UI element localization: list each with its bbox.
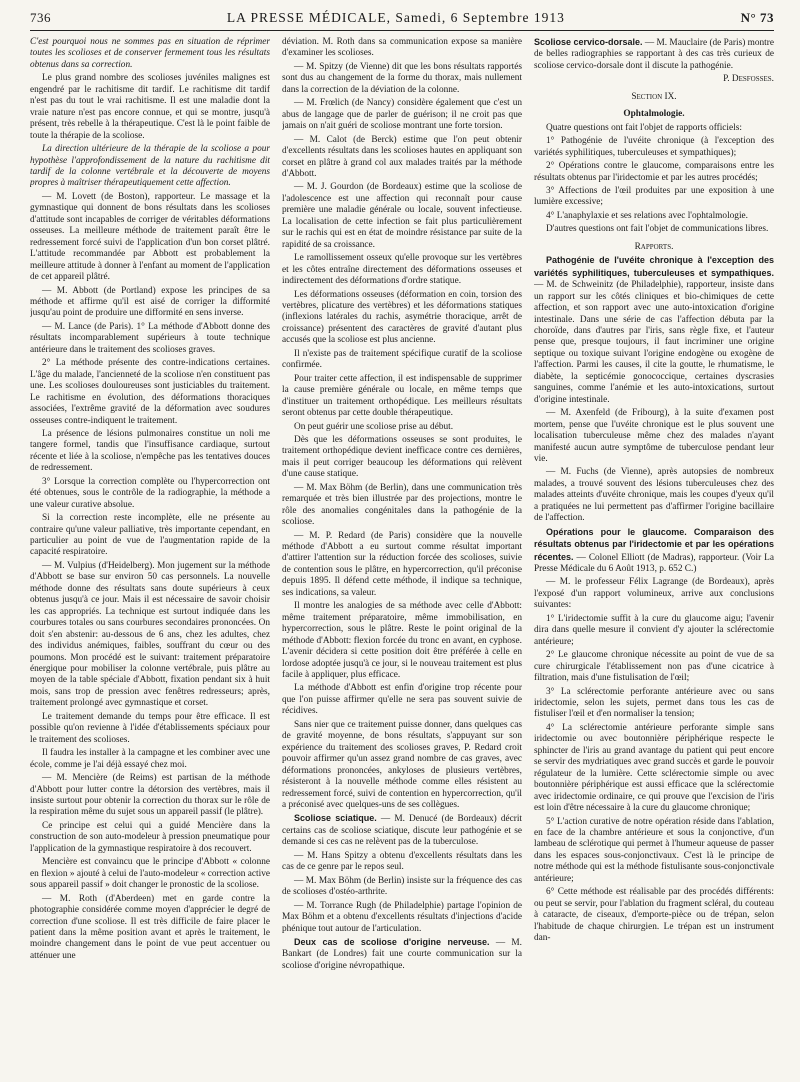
- paragraph: — M. Hans Spitzy a obtenu d'excellents résultats dans les cas de ce genre par le repos seul.: [282, 850, 522, 873]
- page-number: 736: [30, 10, 51, 25]
- paragraph: — M. Torrance Rugh (de Philadelphie) partage l'opinion de Max Böhm et a obtenu d'excellents résultats d'injections d'acide phénique tout autour de l'articulation.: [282, 900, 522, 934]
- paragraph: 2° La méthode présente des contre-indications certaines. L'âge du malade, l'ancienneté de la scoliose n'en constituent pas une. Les scolioses douloureuses sont justiciables du traitement. Le rachitisme en évolution, des déformations thoraciques associées, l'extrême gravité de la déformation avec soudures osseuses contre-indiquent le traitement.: [30, 358, 270, 426]
- paragraph-heading: Deux cas de scoliose d'origine nerveuse.: [294, 936, 490, 947]
- paragraph: — M. Roth (d'Aberdeen) met en garde contre la photographie considérée comme moyen d'apprécier le degré de correction d'une scoliose. Il est très difficile de faire placer le patient dans la même position avant et après le traitement, le moindre changement dans le point de vue peut accentuer ou atténuer une: [30, 893, 270, 961]
- paragraph: — M. Fuchs (de Vienne), après autopsies de nombreux malades, a trouvé souvent des lésions tuberculeuses chez des malades atteints d'uvéite chronique, mais les coupes d'yeux qu'il a pratiquées ne lui permettent pas d'affirmer l'origine bacillaire de l'affection.: [534, 467, 774, 524]
- paragraph: 4° La sclérectomie antérieure perforante simple sans iridectomie ou avec boutonnière périphérique respecte le sphincter de l'iris au grand avantage du patient qui peut encore se servir des mydriatiques avec grand succès et garde le pouvoir régulateur de la lumière. Cette sclérectomie simple ou avec boutonnière périphérique est aussi efficace que la sclérectomie avec iridectomie ordinaire, ce qui prouve que l'excision de l'iris est loin d'être nécessaire à la cure du glaucome chronique;: [534, 722, 774, 814]
- paragraph: Dès que les déformations osseuses se sont produites, le traitement orthopédique devient inefficace contre ces dernières, mais il peut corriger beaucoup les déformations qui relèvent d'une cause statique.: [282, 434, 522, 480]
- paragraph: — M. Max Böhm (de Berlin), dans une communication très remarquée et très bien illustrée par des projections, montre le rôle des anomalies congénitales dans la pathogénie de la scoliose.: [282, 482, 522, 528]
- paragraph: — M. P. Redard (de Paris) considère que la nouvelle méthode d'Abbott a eu surtout comme résultat important d'attirer l'attention sur la réduction forcée des scolioses, suivie de contention sous le plâtre, en hypercorrection, qu'il préconise depuis 1895. Il défend cette méthode, il indique sa technique, ses indications, sa valeur.: [282, 530, 522, 598]
- paragraph-heading: Scoliose cervico-dorsale.: [534, 37, 643, 47]
- paragraph: Ophtalmologie.: [623, 109, 685, 120]
- paragraph: 4° L'anaphylaxie et ses relations avec l'ophtalmologie.: [546, 210, 748, 221]
- paragraph-heading: Scoliose sciatique.: [294, 813, 377, 824]
- paragraph: 2° Opérations contre le glaucome, comparaisons entre les résultats obtenus par l'iridectomie et par les autres procédés;: [534, 161, 774, 183]
- paragraph: Le traitement demande du temps pour être efficace. Il est possible qu'on revienne à l'idée d'établissements spéciaux pour le traitement des scolioses.: [30, 711, 270, 745]
- paragraph: — M. Lance (de Paris). 1° La méthode d'Abbott donne des résultats incomparablement supérieurs à toute technique antérieure dans le traitement des scolioses graves.: [30, 321, 270, 355]
- paragraph: Pathogénie de l'uvéite chronique à l'exception des variétés syphilitiques, tuberculeuses et sympathiques. — M. de Schweinitz (de Philadelphie), rapporteur, insiste dans un rapport sur les côtés cliniques et bio-chimiques de cette affection, et son rapport avec une auto-intoxication d'origine intestinale. Dans une série de cas l'affection débuta par la choroïde, dans d'autres par l'iris, sans règle fixe, et l'auteur pense que, presque toujours, il faut incriminer une origine septique ou toxique suivant l'origine endogène ou exogène de l'affection. Parmi les causes, il cite la goutte, le rhumatisme, le diabète, la septicémie gonococcique, certaines dyscrasies sanguines, comme l'anémie et les auto-intoxications, surtout d'origine intestinale.: [534, 255, 774, 405]
- paragraph: Les déformations osseuses (déformation en coin, torsion des vertèbres, plicature des vertèbres) et les déformations statiques (inflexions latérales du rachis, asymétrie thoracique, arrêt de croissance) présentent des caractères de gravité d'autant plus accusés que la scoliose est plus ancienne.: [282, 289, 522, 346]
- column-left: [30, 37, 270, 1077]
- paragraph: — M. Axenfeld (de Fribourg), à la suite d'examen post mortem, pense que l'uvéite chronique est le plus souvent une localisation tuberculeuse même chez des malades n'ayant manifesté aucun autre symptôme de tuberculose pendant leur vie.: [534, 408, 774, 464]
- paragraph: D'autres questions ont fait l'objet de communications libres.: [546, 224, 769, 235]
- header-rule: [30, 30, 774, 31]
- paragraph: P. Desfosses.: [723, 74, 774, 85]
- paragraph: Sans nier que ce traitement puisse donner, dans quelques cas de gravité moyenne, de bons résultats, s'appuyant sur son expérience du traitement des scolioses graves, P. Redard croit pouvoir affirmer qu'un assez grand nombre de cas graves, avec déformations prononcées, ankyloses de plusieurs vertèbres, résisteront à la nouvelle méthode comme elles résistent au redressement forcé, suivi de contention en hypercorrection, qu'il a préconisé avec quelques-uns de ses collègues.: [282, 719, 522, 810]
- paragraph: Quatre questions ont fait l'objet de rapports officiels:: [546, 122, 742, 133]
- text-columns: [30, 37, 774, 1077]
- paragraph: 3° Affections de l'œil produites par une exposition à une lumière excessive;: [534, 185, 774, 208]
- journal-title: LA PRESSE MÉDICALE, Samedi, 6 Septembre 1913: [226, 10, 565, 25]
- paragraph: Mencière est convaincu que le principe d'Abbott « colonne en flexion » ajouté à celui de l'auto-modeleur « correction active sous appareil passif » doit changer le pronostic de la scoliose.: [30, 857, 270, 891]
- column-right: [534, 37, 774, 1077]
- paragraph-heading: Opérations pour le glaucome. Comparaison des résultats obtenus par l'iridectomie et par les opérations récentes.: [534, 526, 774, 562]
- paragraph: On peut guérir une scoliose prise au début.: [294, 421, 454, 432]
- paragraph: C'est pourquoi nous ne sommes pas en situation de réprimer toutes les scolioses et de conserver fermement tous les résultats obtenus dans sa correction.: [30, 37, 270, 70]
- paragraph: La méthode d'Abbott est enfin d'origine trop récente pour que l'on puisse affirmer qu'elle ne sera pas souvent suivie de récidives.: [282, 683, 522, 717]
- paragraph: 6° Cette méthode est réalisable par des procédés différents: ou peut se servir, pour l'ablation du fragment scléral, du couteau à cataracte, de ciseaux, d'emporte-pièce ou de trépan, selon l'habitude de chaque chirurgien. Le trépan est un instrument dan-: [534, 887, 774, 944]
- paragraph: Scoliose sciatique. — M. Denucé (de Bordeaux) décrit certains cas de scoliose sciatique, discute leur pathogénie et se demande si ces cas ne relèvent pas de la tuberculose.: [282, 813, 522, 848]
- paragraph: Il faudra les installer à la campagne et les combiner avec une école, comme je l'ai déjà essayé chez moi.: [30, 748, 270, 770]
- paragraph: 3° La sclérectomie perforante antérieure avec ou sans iridectomie, selon les sujets, permet dans tous les cas de fistuliser l'œil et d'en normaliser la tension;: [534, 686, 774, 720]
- paragraph-heading: Pathogénie de l'uvéite chronique à l'exception des variétés syphilitiques, tuberculeuses et sympathiques.: [534, 255, 774, 278]
- paragraph: 5° L'action curative de notre opération réside dans l'ablation, en face de la chambre antérieure et sous la conjonctive, d'un lambeau de sclérotique qui permet à l'humeur aqueuse de passer dans les espaces sous-conjonctivaux. C'est là le principe de notre méthode qui est la méthode fistulisante sous-conjonctivale antérieure;: [534, 816, 774, 884]
- paragraph: 1° Pathogénie de l'uvéite chronique (à l'exception des variétés syphilitiques, tuberculeuses et sympathiques);: [534, 136, 774, 158]
- paragraph: Il montre les analogies de sa méthode avec celle d'Abbott: même traitement préparatoire, même immobilisation, en hypercorrection, sous le plâtre. Reste le point original de la méthode d'Abbott: flexion forcée du tronc en avant, en cyphose. L'avenir décidera si cette position doit être préférée à celle en lordose adoptée jusqu'à ce jour, si le nouveau traitement est plus facile à appliquer, plus efficace.: [282, 601, 522, 681]
- paragraph: — M. Frœlich (de Nancy) considère également que c'est un abus de langage que de parler de guérison; il ne croit pas que jamais on n'ait guéri de scoliose montrant une forte torsion.: [282, 98, 522, 132]
- paragraph: 1° L'iridectomie suffit à la cure du glaucome aigu; l'avenir dira dans quelle mesure il convient d'y ajouter la sclérectomie antérieure;: [534, 613, 774, 647]
- paragraph: Opérations pour le glaucome. Comparaison des résultats obtenus par l'iridectomie et par les opérations récentes. — Colonel Elliott (de Madras), rapporteur. (Voir La Presse Médicale du 6 Août 1913, p. 652 C.): [534, 526, 774, 575]
- paragraph: Pour traiter cette affection, il est indispensable de supprimer la cause première générale ou locale, en même temps que d'instituer un traitement orthopédique. Les meilleurs résultats seront obtenus par cette double thérapeutique.: [282, 373, 522, 419]
- paragraph: — M. Max Böhm (de Berlin) insiste sur la fréquence des cas de scolioses d'ostéo-arthrite.: [282, 875, 522, 898]
- paragraph: Section IX.: [631, 91, 677, 102]
- paragraph: — M. Vulpius (d'Heidelberg). Mon jugement sur la méthode d'Abbott se base sur environ 50 cas personnels. La nouvelle méthode donne des résultats sans doute supérieurs à ceux obtenus jusqu'à ce jour. Mais il est nécessaire de savoir choisir les cas appropriés. La technique est surtout indiquée dans les courbures totales ou sans courbures secondaires prononcées. On doit s'en abstenir: au-dessous de 6 ans, chez les adultes, chez des individus anémiques, faibles, souffrant du cœur ou des poumons. Mon procédé est le suivant: traitement préparatoire énergique pour mobiliser la colonne vertébrale, puis plâtre au moyen de la table spéciale d'Abbott, fixation pendant six à huit mois, sans trop de pression avec fenêtres redresseurs; après, traitement prolongé avec gymnastique et corset.: [30, 560, 270, 709]
- paragraph: — M. Spitzy (de Vienne) dit que les bons résultats rapportés sont dus au changement de la forme du thorax, mais nullement dans la correction de la déviation de la colonne.: [282, 61, 522, 95]
- paragraph: Si la correction reste incomplète, elle ne présente au contraire qu'une valeur palliative, très importante cependant, en particulier au point de vue de l'augmentation rapide de la capacité respiratoire.: [30, 513, 270, 558]
- paragraph: Rapports.: [634, 241, 674, 252]
- issue-number: N° 73: [740, 10, 774, 25]
- paragraph: Ce principe est celui qui a guidé Mencière dans la construction de son auto-modeleur à pression pneumatique pour l'application de la gymnastique respiratoire à dos recouvert.: [30, 820, 270, 854]
- paragraph: Le ramollissement osseux qu'elle provoque sur les vertèbres et les côtes entraîne directement des déformations osseuses et indirectement des déformations d'ordre statique.: [282, 253, 522, 287]
- running-header: [30, 10, 774, 26]
- paragraph: — M. J. Gourdon (de Bordeaux) estime que la scoliose de l'adolescence est une affection qui reconnaît pour cause première une maladie générale ou locale, souvent infectieuse. La localisation de cette infection se fait plus particulièrement sur le rachis qui est en état de moindre résistance par suite de la rapidité de sa croissance.: [282, 182, 522, 250]
- paragraph: 3° Lorsque la correction complète ou l'hypercorrection ont été obtenues, sous le contrôle de la radiographie, la méthode a une valeur curative absolue.: [30, 476, 270, 510]
- paragraph: — M. Calot (de Berck) estime que l'on peut obtenir d'excellents résultats dans les scolioses hautes en appliquant son corset en plâtre à grand col aux malades traités par la méthode d'Abbott.: [282, 134, 522, 179]
- paragraph: Deux cas de scoliose d'origine nerveuse. — M. Bankart (de Londres) fait une courte communication sur la scoliose d'origine névropathique.: [282, 936, 522, 971]
- paragraph: La direction ultérieure de la thérapie de la scoliose a pour hypothèse l'approfondissement de la nature du rachitisme dit tardif de la colonne vertébrale et la découverte de moyens propres à maîtriser thérapeutiquement cette affection.: [30, 144, 270, 189]
- paragraph: — M. le professeur Félix Lagrange (de Bordeaux), après l'exposé d'un rapport volumineux, arrive aux conclusions suivantes:: [534, 577, 774, 611]
- paragraph: Scoliose cervico-dorsale. — M. Mauclaire (de Paris) montre de belles radiographies se rapportant à des cas très curieux de scoliose cervico-dorsale dont il discute la pathogénie.: [534, 37, 774, 71]
- paragraph: 2° Le glaucome chronique nécessite au point de vue de sa cure chirurgicale l'établissement non pas d'une cicatrice à filtration, mais d'une fistulisation de l'œil;: [534, 650, 774, 684]
- paragraph: déviation. M. Roth dans sa communication expose sa manière d'examiner les scolioses.: [282, 37, 522, 59]
- paragraph: La présence de lésions pulmonaires constitue un noli me tangere formel, tandis que l'insuffisance cardiaque, surtout récente et liée à la scoliose, n'empêche pas les tentatives douces de redressement.: [30, 428, 270, 474]
- paragraph: Il n'existe pas de traitement spécifique curatif de la scoliose confirmée.: [282, 348, 522, 371]
- paragraph: — M. Lovett (de Boston), rapporteur. Le massage et la gymnastique qui donnent de bons résultats dans les scolioses d'attitude sont incapables de corriger de véritables déformations osseuses. La meilleure méthode de traitement paraît être le redressement forcé suivi de l'application d'un bon corset plâtré. L'attitude recommandée par Abbott est probablement la meilleure attitude à donner à l'enfant au moment de l'application de cet appareil plâtré.: [30, 191, 270, 283]
- paragraph: Le plus grand nombre des scolioses juvéniles malignes est engendré par le rachitisme dit tardif. Le rachitisme dit tardif n'est pas du tout le vrai rachitisme. Il est une maladie dont la vraie nature n'est pas encore connue, et qui se montre, jusqu'à présent, très rebelle à la thérapeutique. C'est là le point faible de toute la thérapie de la scoliose.: [30, 73, 270, 141]
- paragraph: — M. Mencière (de Reims) est partisan de la méthode d'Abbott pour lutter contre la détorsion des vertèbres, mais il insiste surtout pour obtenir la correction du thorax sur le rôle de la respiration même du sujet sous un appareil passif (le plâtre).: [30, 773, 270, 818]
- paragraph: — M. Abbott (de Portland) expose les principes de sa méthode et affirme qu'il est aisé de corriger la difformité jusqu'au point de produire une difformité en sens inverse.: [30, 285, 270, 319]
- column-middle: [282, 37, 522, 1077]
